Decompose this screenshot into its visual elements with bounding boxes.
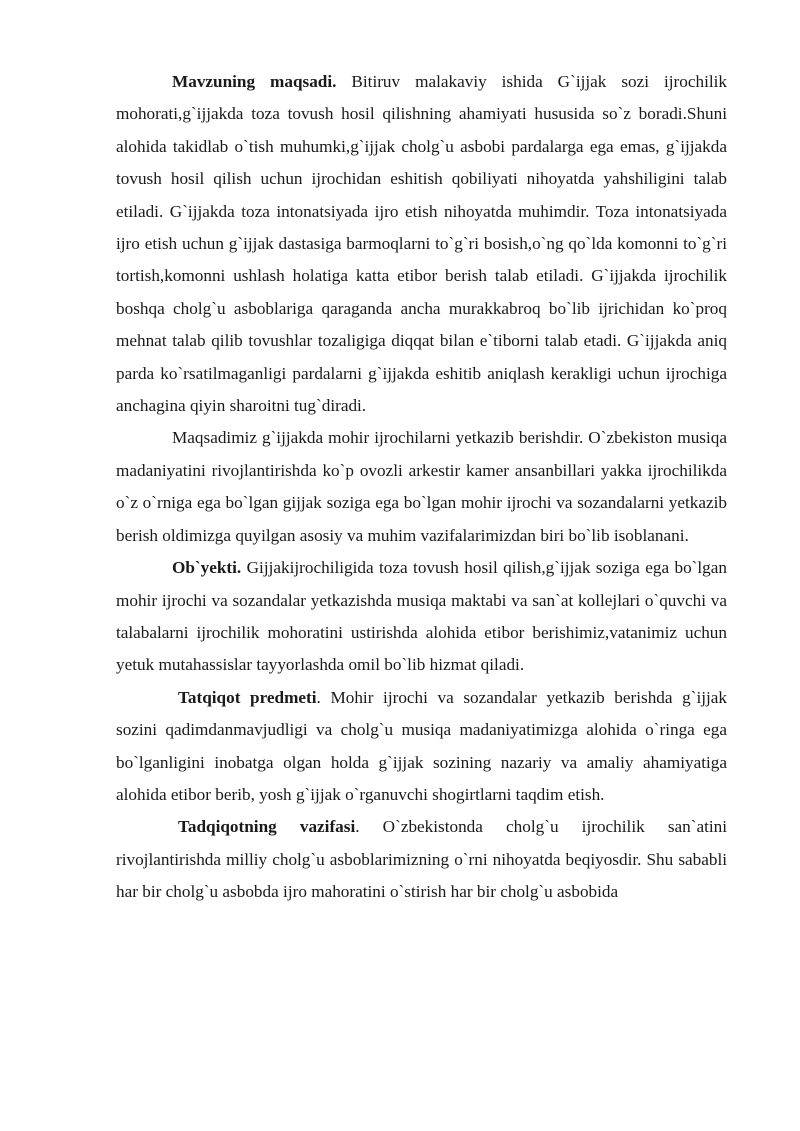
heading-tadqiqotning-vazifasi: Tadqiqotning vazifasi [178, 817, 356, 837]
paragraph-text: . O`zbekistonda cholg`u ijrochilik san`atini rivojlantirishda milliy cholg`u asboblarimizning o`rni nihoyatda beqiyosdir. Shu sababli har bir cholg`u asbobda ijro mahoratini o`stirish har bir cholg`u asbobida [116, 817, 727, 902]
paragraph-text: Maqsadimiz g`ijjakda mohir ijrochilarni yetkazib berishdir. O`zbekiston musiqa madaniyatini rivojlantirishda ko`p ovozli arkestir kamer ansanbillari yakka ijrochilikda o`z o`rniga ega bo`lgan gijjak soziga ega bo`lgan mohir ijrochi va sozandalarni yetkazib berish oldimizga quyilgan asosiy va muhim vazifalarimizdan biri bo`lib isoblanani. [116, 428, 727, 545]
heading-obyekti: Ob`yekti. [172, 558, 242, 578]
paragraph-predmeti [116, 682, 727, 812]
heading-tatqiqot-predmeti: Tatqiqot predmeti [178, 687, 317, 707]
paragraph-maqsadimiz [116, 422, 727, 552]
paragraph-text: . Mohir ijrochi va sozandalar yetkazib berishda g`ijjak sozini qadimdanmavjudligi va cholg`u musiqa madaniyatimizga alohida o`ringa ega bo`lganligini inobatga olgan holda g`ijjak sozining nazariy va amaliy ahamiyatiga alohida etibor berib, yosh g`ijjak o`rganuvchi shogirtlarni taqdim etish. [116, 687, 727, 804]
document-page [116, 66, 727, 909]
paragraph-obyekti [116, 552, 727, 682]
paragraph-maqsad [116, 66, 727, 422]
paragraph-vazifasi [116, 811, 727, 908]
paragraph-text: Bitiruv malakaviy ishida G`ijjak sozi ijrochilik mohorati,g`ijjakda toza tovush hosil qilishning ahamiyati hususida so`z boradi.Shuni alohida takidlab o`tish muhumki,g`ijjak cholg`u asbobi pardalarga ega emas, g`ijjakda tovush hosil qilish uchun ijrochidan eshitish qobiliyati nihoyatda yahshiligini talab etiladi. G`ijjakda toza intonatsiyada ijro etish nihoyatda muhimdir. Toza intonatsiyada ijro etish uchun g`ijjak dastasiga barmoqlarni to`g`ri bosish,o`ng qo`lda komonni to`g`ri tortish,komonni ushlash holatiga katta etibor berish talab etiladi. G`ijjakda ijrochilik boshqa cholg`u asboblariga qaraganda ancha murakkabroq bo`lib ijrichidan ko`proq mehnat talab qilib tovushlar tozaligiga diqqat bilan e`tiborni talab etadi. G`ijjakda aniq parda ko`rsatilmaganligi pardalarni g`ijjakda eshitib aniqlash kerakligi uchun ijrochiga anchagina qiyin sharoitni tug`diradi. [116, 72, 728, 416]
heading-mavzuning-maqsadi: Mavzuning maqsadi. [172, 72, 337, 91]
paragraph-text: Gijjakijrochiligida toza tovush hosil qilish,g`ijjak soziga ega bo`lgan mohir ijrochi va sozandalar yetkazishda musiqa maktabi va san`at kollejlari o`quvchi va talabalarni ijrochilik mohoratini ustirishda alohida etibor berishimiz,vatanimiz uchun yetuk mutahassislar tayyorlashda omil bo`lib hizmat qiladi. [116, 558, 727, 675]
